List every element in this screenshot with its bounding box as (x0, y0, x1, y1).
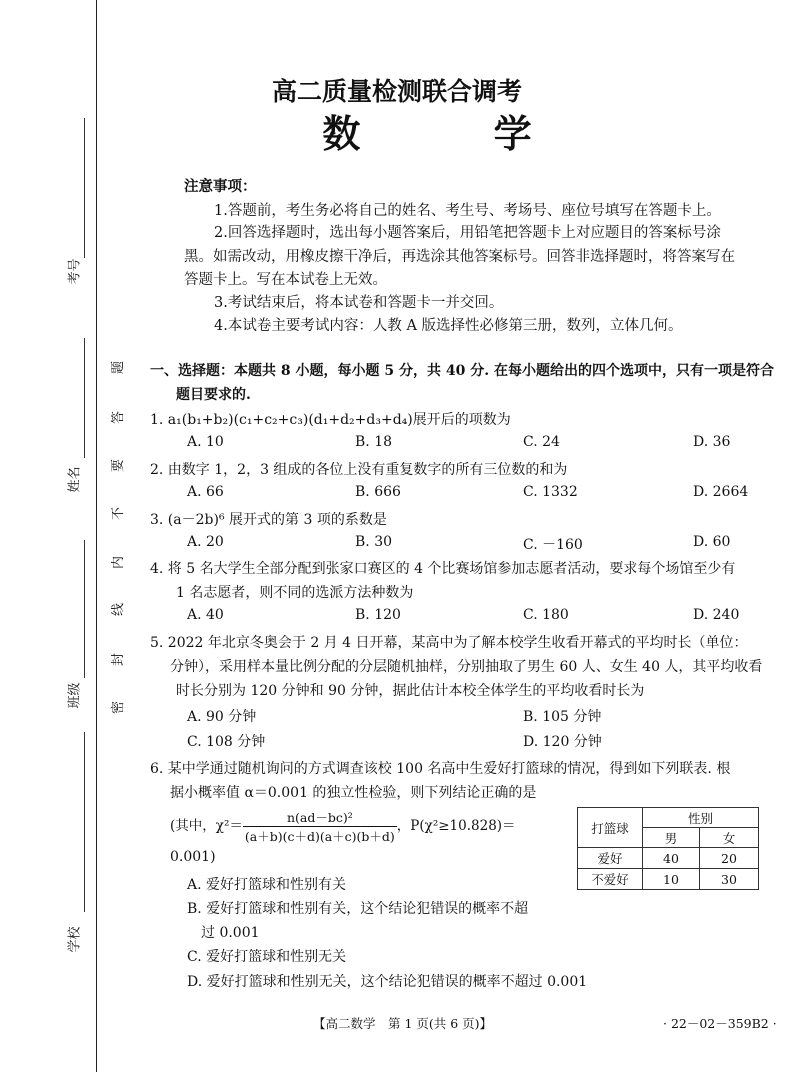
question-stem-cont: 据小概率值 α＝0.001 的独立性检验，则下列结论正确的是 (170, 785, 537, 801)
option: D. 36 (693, 434, 731, 450)
option: B. 30 (355, 534, 393, 550)
question-stem: 3. (a－2b)⁶ 展开式的第 3 项的系数是 (150, 512, 387, 528)
option: D. 120 分钟 (523, 734, 602, 750)
question-stem-cont: 分钟），采用样本量比例分配的分层随机抽样，分别抽取了男生 60 人、女生 40 人，其平均收看 (170, 659, 763, 675)
seal-char: 封 (111, 652, 127, 667)
question-stem-cont: 1 名志愿者，则不同的选派方法种数为 (176, 585, 414, 601)
question-stem-cont: 时长分别为 120 分钟和 90 分钟，据此估计本校全体学生的平均收看时长为 (176, 683, 645, 699)
question-stem: 5. 2022 年北京冬奥会于 2 月 4 日开幕，某高中为了解本校学生收看开幕式的平均时长（单位： (150, 635, 748, 651)
option: C. 108 分钟 (187, 734, 266, 750)
question-stem: 2. 由数字 1，2，3 组成的各位上没有重复数字的所有三位数的和为 (150, 462, 568, 478)
label-name: 姓名 (67, 466, 83, 493)
notice-line: 黑。如需改动，用橡皮擦干净后，再选涂其他答案标号。回答非选择题时，将答案写在 (184, 249, 735, 265)
page-footer: 【高二数学 第 1 页(共 6 页)】 (313, 1016, 493, 1031)
label-exam-no: 考号 (67, 258, 83, 285)
formula-suffix: ，P(χ²≥10.828)＝ (396, 818, 516, 834)
option: B. 爱好打篮球和性别有关，这个结论犯错误的概率不超 (187, 901, 529, 917)
subject-title: 数 学 (322, 111, 592, 156)
question-stem: 1. a₁(b₁+b₂)(c₁+c₂+c₃)(d₁+d₂+d₃+d₄)展开后的项数为 (150, 412, 511, 428)
table-col-header: 男 (643, 828, 700, 848)
table-col-header: 女 (700, 828, 759, 848)
option: C. 24 (523, 434, 560, 450)
section-heading-cont: 题目要求的. (176, 387, 251, 403)
option: A. 66 (187, 484, 224, 500)
seal-char: 题 (111, 360, 127, 375)
paper-code: · 22－02－359B2 · (663, 1016, 777, 1031)
option: D. 2664 (693, 484, 749, 500)
question-stem: 4. 将 5 名大学生全部分配到张家口赛区的 4 个比赛场馆参加志愿者活动，要求每个场馆至少有 (150, 561, 736, 577)
option: A. 20 (187, 534, 224, 550)
option: B. 18 (355, 434, 393, 450)
table-row-label: 爱好 (578, 848, 643, 869)
formula (170, 808, 516, 845)
option: C. 爱好打篮球和性别无关 (187, 949, 347, 965)
binding-line (96, 0, 97, 1072)
seal-char: 线 (111, 602, 127, 617)
option: A. 90 分钟 (187, 709, 257, 725)
option: A. 10 (187, 434, 224, 450)
section-heading: 一、选择题：本题共 8 小题，每小题 5 分，共 40 分. 在每小题给出的四个选项中，只有一项是符合 (150, 363, 774, 379)
notice-line: 2.回答选择题时，选出每小题答案后，用铅笔把答题卡上对应题目的答案标号涂 (214, 225, 721, 241)
table-cell: 40 (643, 848, 700, 869)
table-group-header: 性别 (643, 808, 759, 828)
label-school: 学校 (67, 926, 83, 953)
option: D. 爱好打篮球和性别无关，这个结论犯错误的概率不超过 0.001 (187, 974, 588, 990)
contingency-table (577, 807, 759, 890)
notice-heading: 注意事项： (184, 178, 257, 195)
option: C. 180 (523, 607, 569, 623)
option-cont: 过 0.001 (201, 925, 260, 941)
table-cell: 10 (643, 869, 700, 890)
table-row-label: 不爱好 (578, 869, 643, 890)
option: A. 40 (187, 607, 224, 623)
formula-end: 0.001) (170, 849, 216, 865)
option: C. 1332 (523, 484, 578, 500)
seal-char: 答 (111, 410, 127, 425)
notice-line: 3.考试结束后，将本试卷和答题卡一并交回。 (214, 295, 504, 311)
formula-prefix: (其中，χ²＝ (170, 818, 243, 834)
seal-char: 内 (111, 555, 127, 570)
option: C. －160 (523, 537, 583, 553)
option: A. 爱好打篮球和性别有关 (187, 877, 347, 893)
underline-class (84, 540, 85, 678)
formula-denominator: (a＋b)(c＋d)(a＋c)(b＋d) (244, 829, 395, 844)
question-stem: 6. 某中学通过随机询问的方式调查该校 100 名高中生爱好打篮球的情况，得到如下列联表. 根 (150, 761, 731, 777)
notice-line: 1.答题前，考生务必将自己的姓名、考生号、考场号、座位号填写在答题卡上。 (214, 203, 721, 219)
underline-school (84, 732, 85, 912)
notice-line: 4.本试卷主要考试内容：人教 A 版选择性必修第三册，数列，立体几何。 (214, 318, 683, 334)
table-cell: 20 (700, 848, 759, 869)
table-cell: 30 (700, 869, 759, 890)
seal-char: 要 (111, 458, 127, 473)
option: B. 666 (355, 484, 401, 500)
option: B. 120 (355, 607, 401, 623)
option: D. 240 (693, 607, 740, 623)
formula-fraction (243, 808, 397, 845)
option: D. 60 (693, 534, 731, 550)
table-corner: 打篮球 (578, 808, 643, 848)
label-class: 班级 (67, 682, 83, 709)
notice-line: 答题卡上。写在本试卷上无效。 (184, 272, 387, 288)
option: B. 105 分钟 (523, 709, 602, 725)
seal-char: 不 (111, 506, 127, 521)
seal-char: 密 (111, 700, 127, 715)
exam-title: 高二质量检测联合调考 (271, 77, 522, 106)
formula-numerator: n(ad－bc)² (243, 808, 397, 827)
underline-name (84, 338, 85, 458)
